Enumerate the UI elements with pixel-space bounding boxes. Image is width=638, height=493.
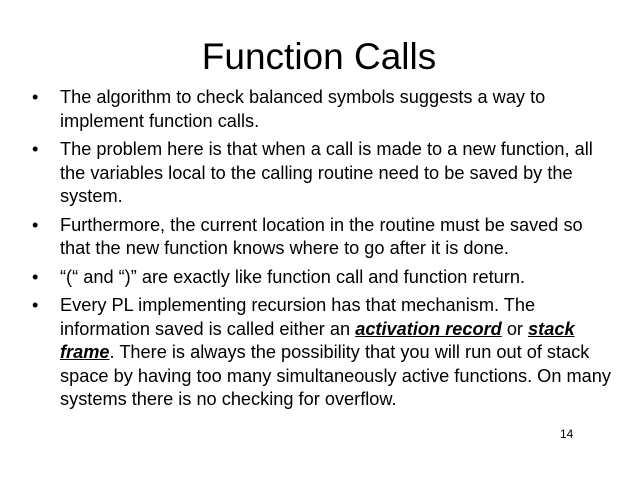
bullet-text-part1: Every PL implementing recursion has that mechanism. The information saved is called either an	[60, 295, 536, 339]
bullet-item	[30, 214, 615, 261]
term-stack-frame: stack frame	[60, 318, 575, 362]
bullet-text: The algorithm to check balanced symbols suggests a way to implement function calls.	[60, 87, 546, 131]
page-number: 14	[560, 427, 574, 441]
bullet-text: Furthermore, the current location in the routine must be saved so that the new function knows where to go after it is done.	[60, 214, 583, 258]
bullet-dot: •	[32, 266, 39, 287]
term-activation-record: activation record	[355, 318, 502, 339]
bullet-text: The problem here is that when a call is made to a new function, all the variables local to the calling routine need to be saved by the system.	[60, 139, 593, 206]
bullet-list	[30, 86, 615, 417]
bullet-text-part3: . There is always the possibility that you will run out of stack space by having too many simultaneously active functions. On many systems there is no checking for overflow.	[60, 342, 611, 409]
slide-title: Function Calls	[201, 36, 437, 77]
bullet-dot: •	[32, 214, 39, 235]
bullet-item-recursion	[30, 294, 615, 412]
bullet-item	[30, 138, 615, 209]
bullet-text-part2: or	[501, 318, 529, 339]
bullet-dot: •	[32, 139, 39, 159]
bullet-dot: •	[32, 87, 39, 107]
bullet-text: “(“ and “)” are exactly like function call and function return.	[60, 266, 525, 287]
bullet-dot: •	[32, 295, 39, 315]
bullet-item	[30, 266, 615, 290]
bullet-item	[30, 86, 615, 133]
